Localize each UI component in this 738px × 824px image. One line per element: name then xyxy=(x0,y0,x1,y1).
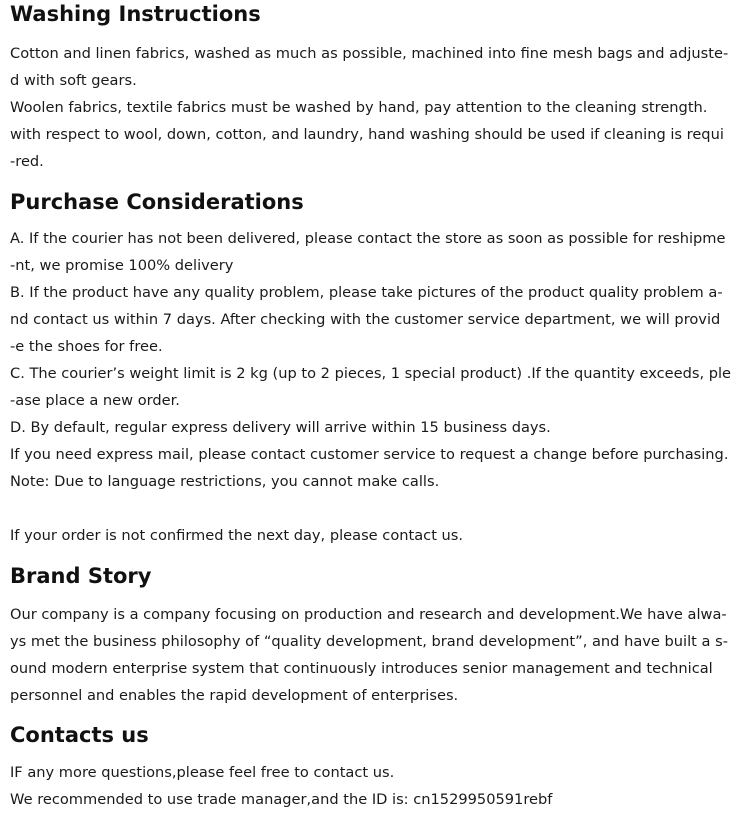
purchase-line: C. The courier’s weight limit is 2 kg (up to 2 pieces, 1 special product) .If the quantity exceeds, ple xyxy=(10,365,732,382)
contacts-body xyxy=(10,759,734,813)
purchase-line: -nt, we promise 100% delivery xyxy=(10,257,234,274)
purchase-line: Note: Due to language restrictions, you cannot make calls. xyxy=(10,473,440,490)
purchase-line: B. If the product have any quality problem, please take pictures of the product quality problem a- xyxy=(10,284,723,301)
brand-story-title: Brand Story xyxy=(10,564,152,588)
purchase-line: If you need express mail, please contact customer service to request a change before purchasing. xyxy=(10,446,729,463)
washing-line: d with soft gears. xyxy=(10,72,137,89)
washing-line: Cotton and linen fabrics, washed as much as possible, machined into fine mesh bags and adjuste- xyxy=(10,45,729,62)
washing-instructions-body xyxy=(10,40,734,175)
washing-line: -red. xyxy=(10,153,44,170)
purchase-considerations-title: Purchase Considerations xyxy=(10,190,304,214)
purchase-line: A. If the courier has not been delivered, please contact the store as soon as possible for reshipme xyxy=(10,230,726,247)
purchase-line: nd contact us within 7 days. After checking with the customer service department, we will provid xyxy=(10,311,721,328)
washing-instructions-title: Washing Instructions xyxy=(10,2,261,26)
purchase-line: -e the shoes for free. xyxy=(10,338,163,355)
purchase-line: D. By default, regular express delivery will arrive within 15 business days. xyxy=(10,419,551,436)
purchase-line: -ase place a new order. xyxy=(10,392,180,409)
purchase-considerations-body xyxy=(10,225,734,549)
blank-line xyxy=(10,495,734,522)
contact-line: IF any more questions,please feel free to contact us. xyxy=(10,764,395,781)
brand-line: ound modern enterprise system that continuously introduces senior management and technical xyxy=(10,660,713,677)
brand-story-body xyxy=(10,601,734,709)
washing-line: Woolen fabrics, textile fabrics must be washed by hand, pay attention to the cleaning strength. xyxy=(10,99,708,116)
contacts-title: Contacts us xyxy=(10,723,149,747)
washing-line: with respect to wool, down, cotton, and laundry, hand washing should be used if cleaning is requi xyxy=(10,126,724,143)
purchase-line: If your order is not confirmed the next day, please contact us. xyxy=(10,527,464,544)
brand-line: personnel and enables the rapid development of enterprises. xyxy=(10,687,459,704)
brand-line: ys met the business philosophy of “quality development, brand development”, and have built a s- xyxy=(10,633,728,650)
brand-line: Our company is a company focusing on production and research and development.We have alwa- xyxy=(10,606,727,623)
contact-line: We recommended to use trade manager,and the ID is: cn1529950591rebf xyxy=(10,791,553,808)
